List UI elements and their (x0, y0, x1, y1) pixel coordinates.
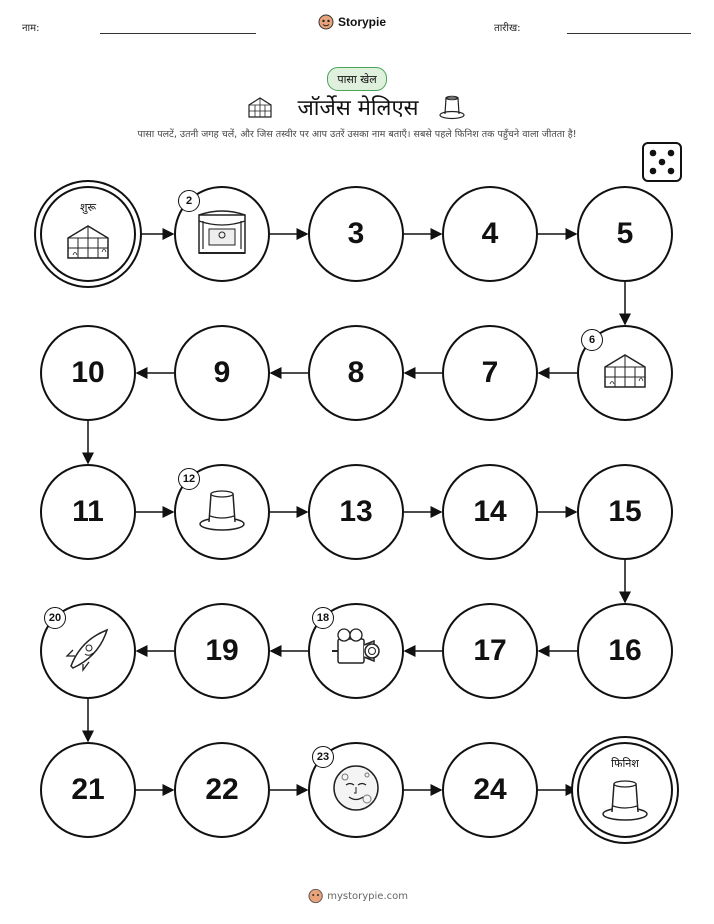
space-number-tag: 2 (178, 190, 200, 212)
instructions: पासा पलटें, उतनी जगह चलें, और जिस तस्वीर पर आप उतरें उसका नाम बताएँ। सबसे पहले फिनिश तक पहुँचने वाला जीतता है! (137, 129, 577, 140)
start-space (40, 186, 136, 282)
space-number: 17 (473, 634, 507, 667)
brand-name: Storypie (338, 15, 387, 29)
board-space-13 (308, 464, 404, 560)
space-number: 9 (213, 356, 231, 389)
space-number-tag: 20 (44, 607, 66, 629)
film-camera-icon (330, 627, 382, 675)
space-number: 19 (205, 634, 239, 667)
space-number: 5 (616, 217, 634, 250)
storypie-mascot-icon (308, 888, 323, 904)
space-number: 7 (481, 356, 499, 389)
space-number: 15 (608, 495, 642, 528)
board-space-22 (174, 742, 270, 838)
space-number: 22 (205, 773, 239, 806)
greenhouse-icon (64, 222, 112, 266)
page-title: जॉर्जेस मेलिएस (297, 96, 419, 121)
puppet-theater-icon (195, 207, 249, 261)
name-label: नाम: (22, 23, 40, 34)
footer (308, 887, 408, 905)
space-number: 13 (339, 495, 373, 528)
space-number-tag: 6 (581, 329, 603, 351)
space-number-tag: 18 (312, 607, 334, 629)
footer-url[interactable]: mystorypie.com (327, 890, 408, 902)
board-space-15 (577, 464, 673, 560)
board-space-8 (308, 325, 404, 421)
board-space-16 (577, 603, 673, 699)
board-space-7 (442, 325, 538, 421)
top-hat-icon (196, 488, 248, 536)
board-space-5 (577, 186, 673, 282)
greenhouse-icon (601, 351, 649, 395)
board-space-24 (442, 742, 538, 838)
board-space-21 (40, 742, 136, 838)
board-space-19 (174, 603, 270, 699)
space-number: 24 (473, 773, 507, 806)
board-space-4 (442, 186, 538, 282)
space-number: 11 (72, 495, 104, 528)
game-type-badge: पासा खेल (327, 67, 387, 91)
space-number: 21 (71, 773, 105, 806)
board-space-10 (40, 325, 136, 421)
board-space-14 (442, 464, 538, 560)
rocket-icon (63, 626, 113, 676)
space-number: 3 (347, 217, 365, 250)
space-number: 10 (71, 356, 105, 389)
space-number: 14 (473, 495, 507, 528)
board-space-3 (308, 186, 404, 282)
space-number: 16 (608, 634, 642, 667)
space-number-tag: 23 (312, 746, 334, 768)
top-hat-icon (599, 778, 651, 826)
date-label: तारीख: (494, 23, 521, 34)
board-space-11 (40, 464, 136, 560)
finish-space (577, 742, 673, 838)
space-number-tag: 12 (178, 468, 200, 490)
board-space-9 (174, 325, 270, 421)
board-space-17 (442, 603, 538, 699)
moon-face-icon (331, 763, 381, 817)
space-number: 8 (347, 356, 365, 389)
space-number: 4 (481, 217, 499, 250)
finish-label: फिनिश (611, 757, 639, 770)
start-label: शुरू (79, 201, 97, 214)
